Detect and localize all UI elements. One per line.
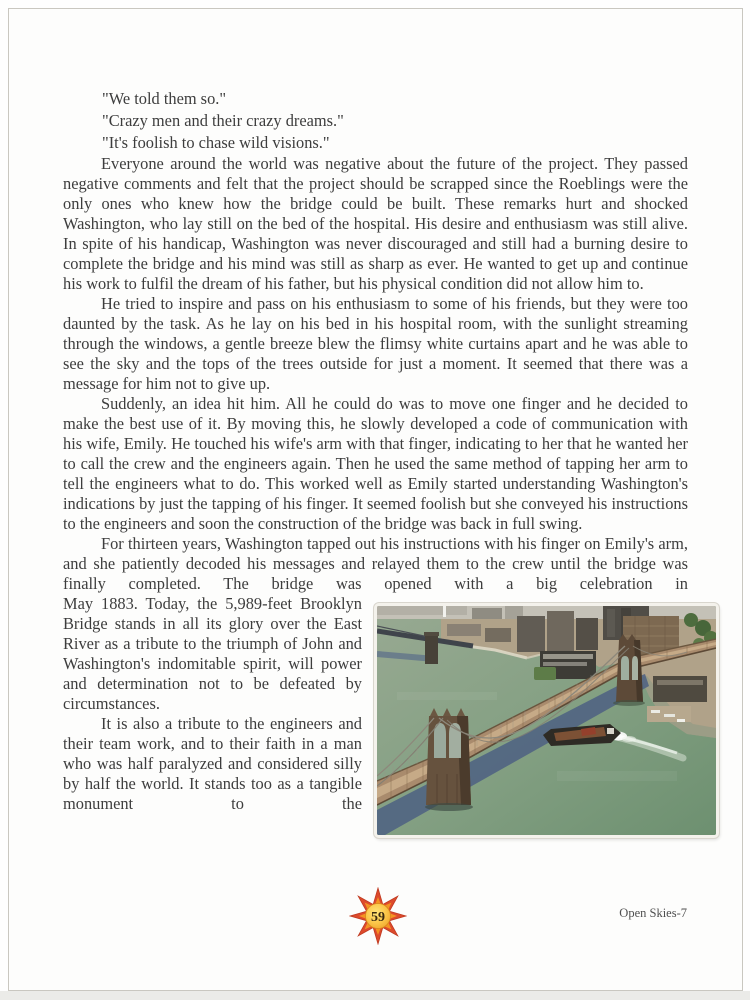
brooklyn-bridge-photo xyxy=(374,603,719,838)
bridge-near-tower xyxy=(425,708,473,811)
paragraph-idea-finger-code: Suddenly, an idea hit him. All he could do was to move one finger and he decided to make the best use of it. By moving this, he slowly developed a code of communication with his wife, Emily. He touched his wife's arm with that finger, indicating to her that he wanted her to call the crew and the engineers again. Then he used the same method of tapping her arm to tell the engineers what to do. This worked well as Emily started understanding Washington's indications by just the tapping of his finger. It seemed foolish but she conveyed his instructions to the engineers and soon the construction of the bridge was back in full swing. xyxy=(63,394,688,533)
paragraph-tribute-engineers: It is also a tribute to the engineers and their team work, and to their faith in a man who was half paralyzed and considered silly by half the world. It stands too as a tangible monument to the xyxy=(63,714,362,813)
paragraph-thirteen-years-lead: For thirteen years, Washington tapped out his instructions with his finger on Emily's arm, and she patiently decoded his messages and relayed them to the crew until the bridge was finally completed. The bridge was opened with a big celebration in xyxy=(63,534,688,593)
paragraph-inspire-friends: He tried to inspire and pass on his enthusiasm to some of his friends, but they were too daunted by the task. As he lay on his bed in his hospital room, with the sunlight streaming through the windows, a gentle breeze blew the flimsy white curtains apart and he was able to see the sky and the tops of the trees outside for just a moment. It seemed that there was a message for him not to give up. xyxy=(63,294,688,393)
page-bottom-edge xyxy=(0,991,750,1000)
page-number: 59 xyxy=(371,910,385,925)
paragraph-bridge-glory: May 1883. Today, the 5,989-feet Brooklyn Bridge stands in all its glory over the East River as a tribute to the triumph of John and Washington's indomitable spirit, will power and determination not to be defeated by circumstances. xyxy=(63,594,362,713)
quote-line: "Crazy men and their crazy dreams." xyxy=(102,111,344,130)
paragraph-negative-world: Everyone around the world was negative about the future of the project. They passed negative comments and felt that the project should be scrapped since the Roeblings were the only ones who knew how the bridge could be built. These remarks hurt and shocked Washington, who lay still on the bed of the hospital. His desire and enthusiasm was still alive. In spite of his handicap, Washington was never discouraged and still had a burning desire to complete the bridge and his mind was still as sharp as ever. He wanted to get up and continue his work to fulfil the dream of his father, but his physical condition did not allow him to. xyxy=(63,154,688,293)
quote-line: "We told them so." xyxy=(102,89,227,108)
quote-line: "It's foolish to chase wild visions." xyxy=(102,133,330,152)
image-text-wrap-section xyxy=(63,594,688,814)
edition-label: Open Skies-7 xyxy=(619,906,687,920)
page-text-block xyxy=(63,88,688,844)
